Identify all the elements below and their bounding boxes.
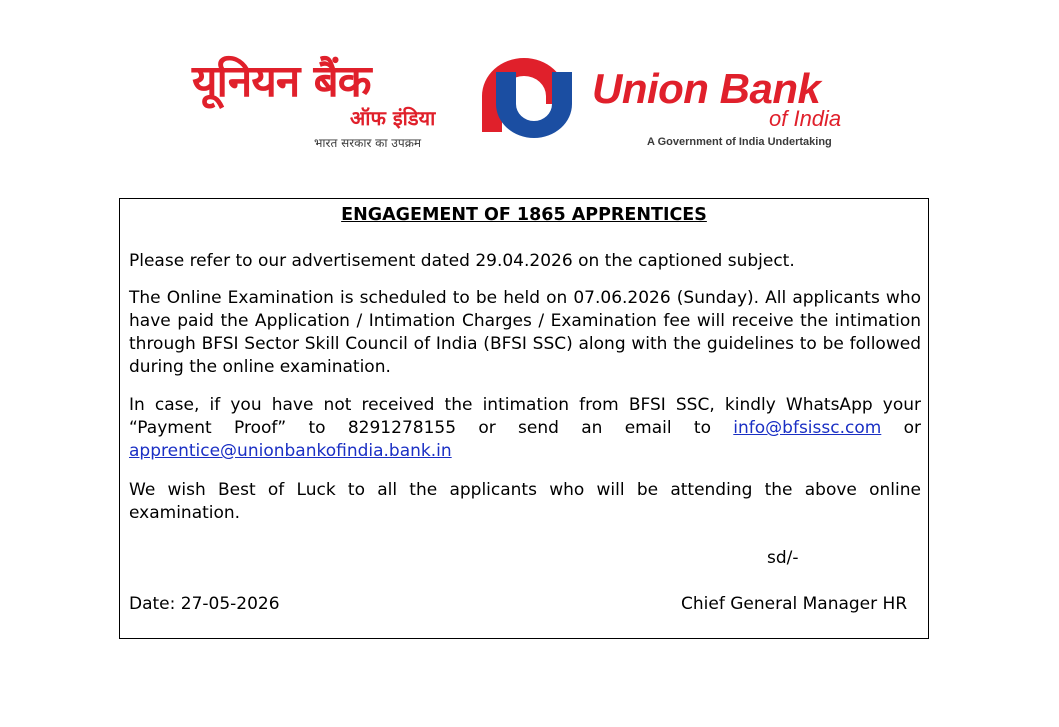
letterhead — [0, 0, 1059, 180]
contact-text-2: or — [881, 418, 921, 438]
email-link-unionbank[interactable]: apprentice@unionbankofindia.bank.in — [129, 441, 452, 461]
paragraph-best-wishes: We wish Best of Luck to all the applicants who will be attending the above online examination. — [129, 480, 921, 523]
union-bank-logo-icon — [468, 56, 580, 138]
english-tagline: A Government of India Undertaking — [647, 136, 832, 148]
paragraph-advertisement-ref: Please refer to our advertisement dated 29.04.2026 on the captioned subject. — [129, 251, 795, 271]
hindi-bank-name: यूनियन बैंक — [192, 56, 371, 107]
notice-title: ENGAGEMENT OF 1865 APPRENTICES — [341, 205, 707, 225]
english-bank-name: Union Bank — [592, 65, 821, 112]
notice-date: Date: 27-05-2026 — [129, 594, 280, 614]
paragraph-exam-schedule: The Online Examination is scheduled to be held on 07.06.2026 (Sunday). All applicants who have paid the Application / Intimation Charges / Examination fee will receive the intimation through BFSI Sector Skill Council of India (BFSI SSC) along with the guidelines to be followed during the online examination. — [129, 288, 921, 377]
signature-sd: sd/- — [767, 548, 799, 568]
hindi-bank-sub: ऑफ इंडिया — [350, 106, 436, 130]
notice-box — [119, 198, 929, 639]
email-link-bfsissc[interactable]: info@bfsissc.com — [733, 418, 882, 438]
paragraph-contact — [129, 394, 921, 463]
hindi-tagline: भारत सरकार का उपक्रम — [314, 136, 422, 150]
english-bank-sub: of India — [769, 106, 842, 131]
contact-text-1: In case, if you have not received the intimation from BFSI SSC, kindly WhatsApp your “Payment Proof” to 8291278155 or send an email to — [129, 395, 921, 438]
signer-designation: Chief General Manager HR — [681, 594, 908, 614]
